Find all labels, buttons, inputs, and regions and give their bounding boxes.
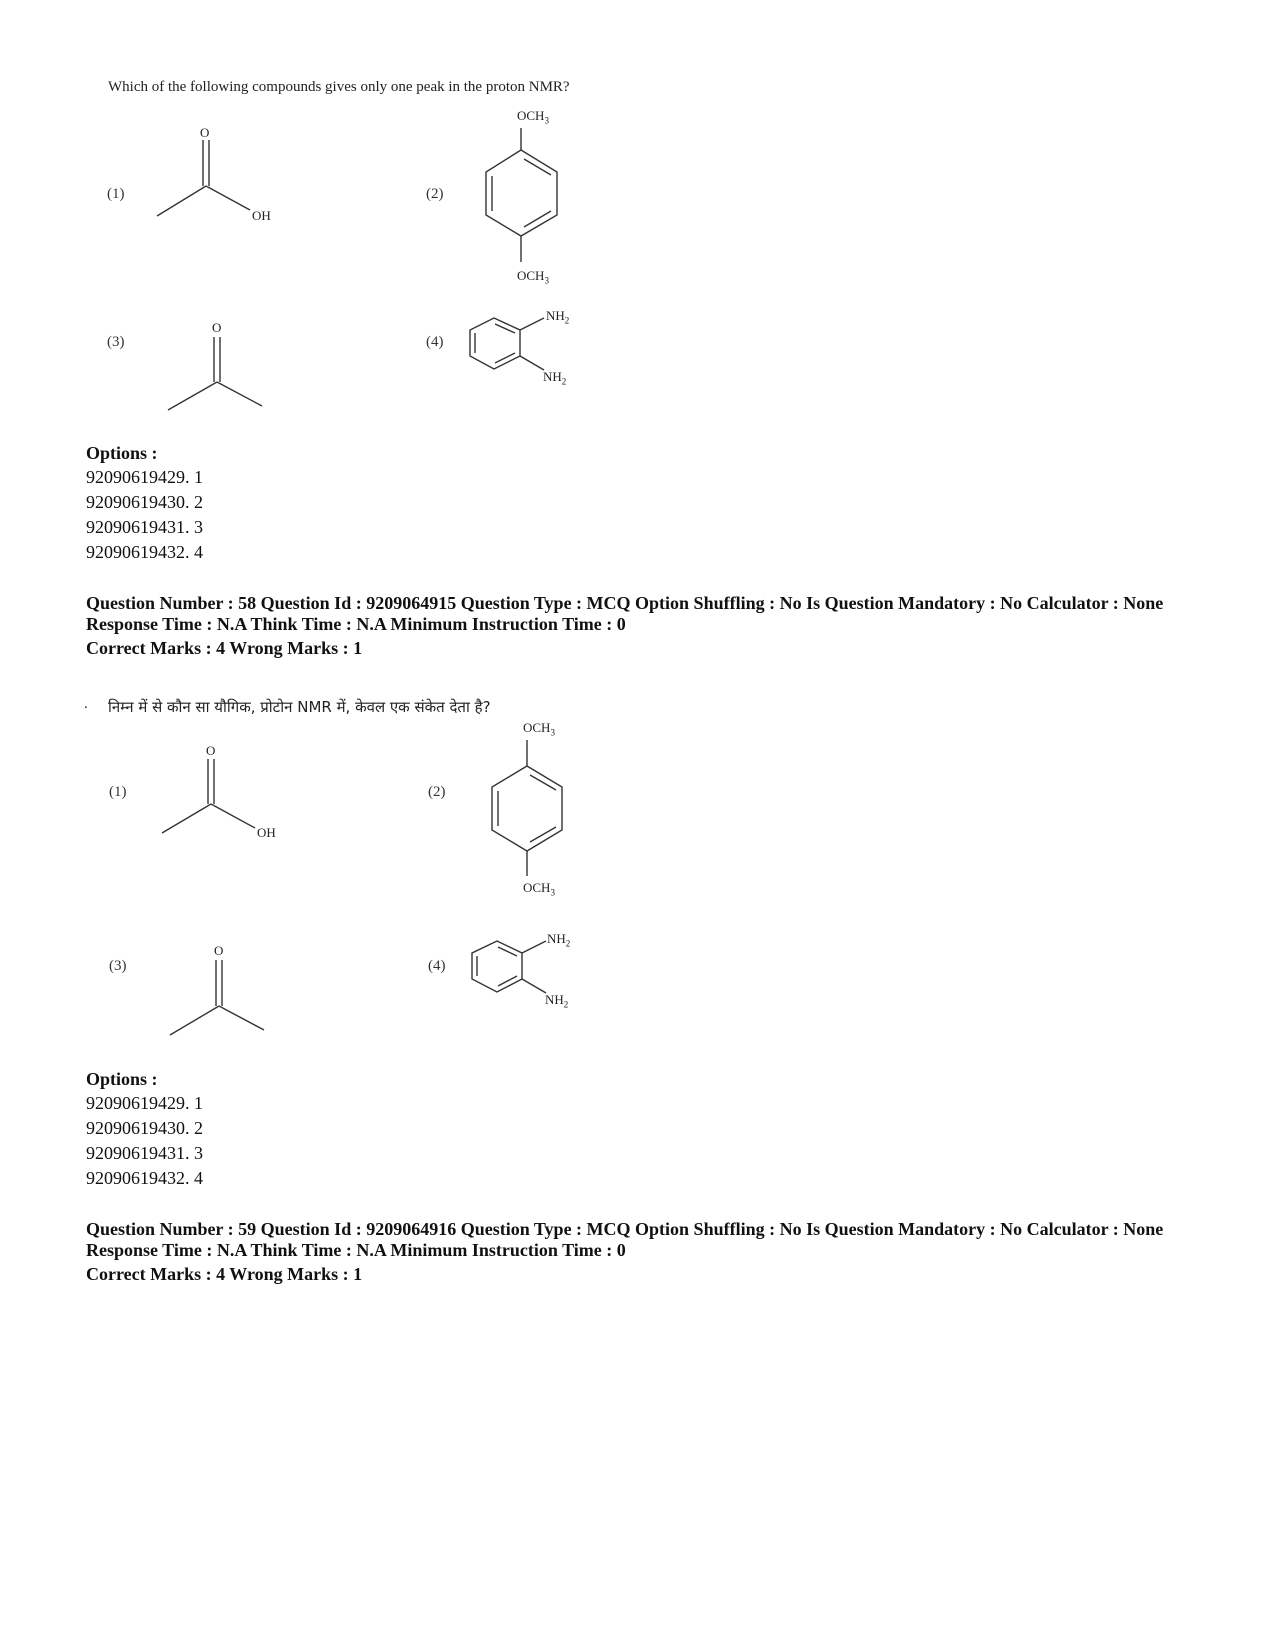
atom-methoxy-top: $OCH_3$ (523, 720, 555, 738)
phenylenediamine-structure (0, 0, 1, 1)
meta-line: Correct Marks : 4 Wrong Marks : 1 (86, 638, 363, 658)
options-heading: Options : (86, 1069, 158, 1089)
option-item: 92090619430. 2 (86, 492, 203, 512)
atom-oxygen: O (200, 125, 210, 140)
choice-label-4: (4) (426, 334, 444, 350)
meta-line: Response Time : N.A Think Time : N.A Minimum Instruction Time : 0 (86, 1240, 626, 1260)
choice-label-3: (3) (107, 334, 125, 350)
option-item: 92090619432. 4 (86, 1168, 203, 1188)
atom-oxygen: O (212, 320, 222, 335)
meta-line: Question Number : 59 Question Id : 9209064916 Question Type : MCQ Option Shuffling : No Is Question Mandatory : No Calculator : None (86, 1219, 1164, 1239)
option-item: 92090619429. 1 (86, 1093, 203, 1113)
option-item: 92090619429. 1 (86, 467, 203, 487)
option-item: 92090619430. 2 (86, 1118, 203, 1138)
atom-hydroxyl: OH (252, 208, 271, 223)
bullet-dot: . (84, 696, 88, 712)
option-item: 92090619431. 3 (86, 517, 203, 537)
meta-line: Response Time : N.A Think Time : N.A Minimum Instruction Time : 0 (86, 614, 626, 634)
choice-label-1: (1) (107, 186, 125, 202)
atom-amino-bottom: $NH_2$ (543, 369, 567, 387)
question-text: निम्न में से कौन सा यौगिक, प्रोटोन NMR में, केवल एक संकेत देता है? (108, 698, 491, 716)
options-list (86, 1091, 203, 1191)
choice-label-4: (4) (428, 958, 446, 974)
atom-amino-top: $NH_2$ (547, 931, 571, 949)
options-heading: Options : (86, 443, 158, 463)
option-item: 92090619431. 3 (86, 1143, 203, 1163)
atom-amino-bottom: $NH_2$ (545, 992, 569, 1010)
choice-label-1: (1) (109, 784, 127, 800)
atom-oxygen: O (214, 943, 224, 958)
choice-label-3: (3) (109, 958, 127, 974)
atom-methoxy-top: $OCH_3$ (517, 108, 549, 126)
choice-label-2: (2) (428, 784, 446, 800)
meta-line: Question Number : 58 Question Id : 9209064915 Question Type : MCQ Option Shuffling : No Is Question Mandatory : No Calculator : None (86, 593, 1164, 613)
question-meta-58 (86, 593, 1163, 659)
option-item: 92090619432. 4 (86, 542, 203, 562)
atom-hydroxyl: OH (257, 825, 276, 840)
options-list (86, 465, 203, 565)
atom-amino-top: $NH_2$ (546, 308, 570, 326)
meta-line: Correct Marks : 4 Wrong Marks : 1 (86, 1264, 363, 1284)
choice-label-2: (2) (426, 186, 444, 202)
question-meta-59 (86, 1219, 1163, 1285)
atom-methoxy-bottom: $OCH_3$ (517, 268, 549, 286)
question-text: Which of the following compounds gives only one peak in the proton NMR? (108, 79, 570, 95)
atom-oxygen: O (206, 743, 216, 758)
atom-methoxy-bottom: $OCH_3$ (523, 880, 555, 898)
